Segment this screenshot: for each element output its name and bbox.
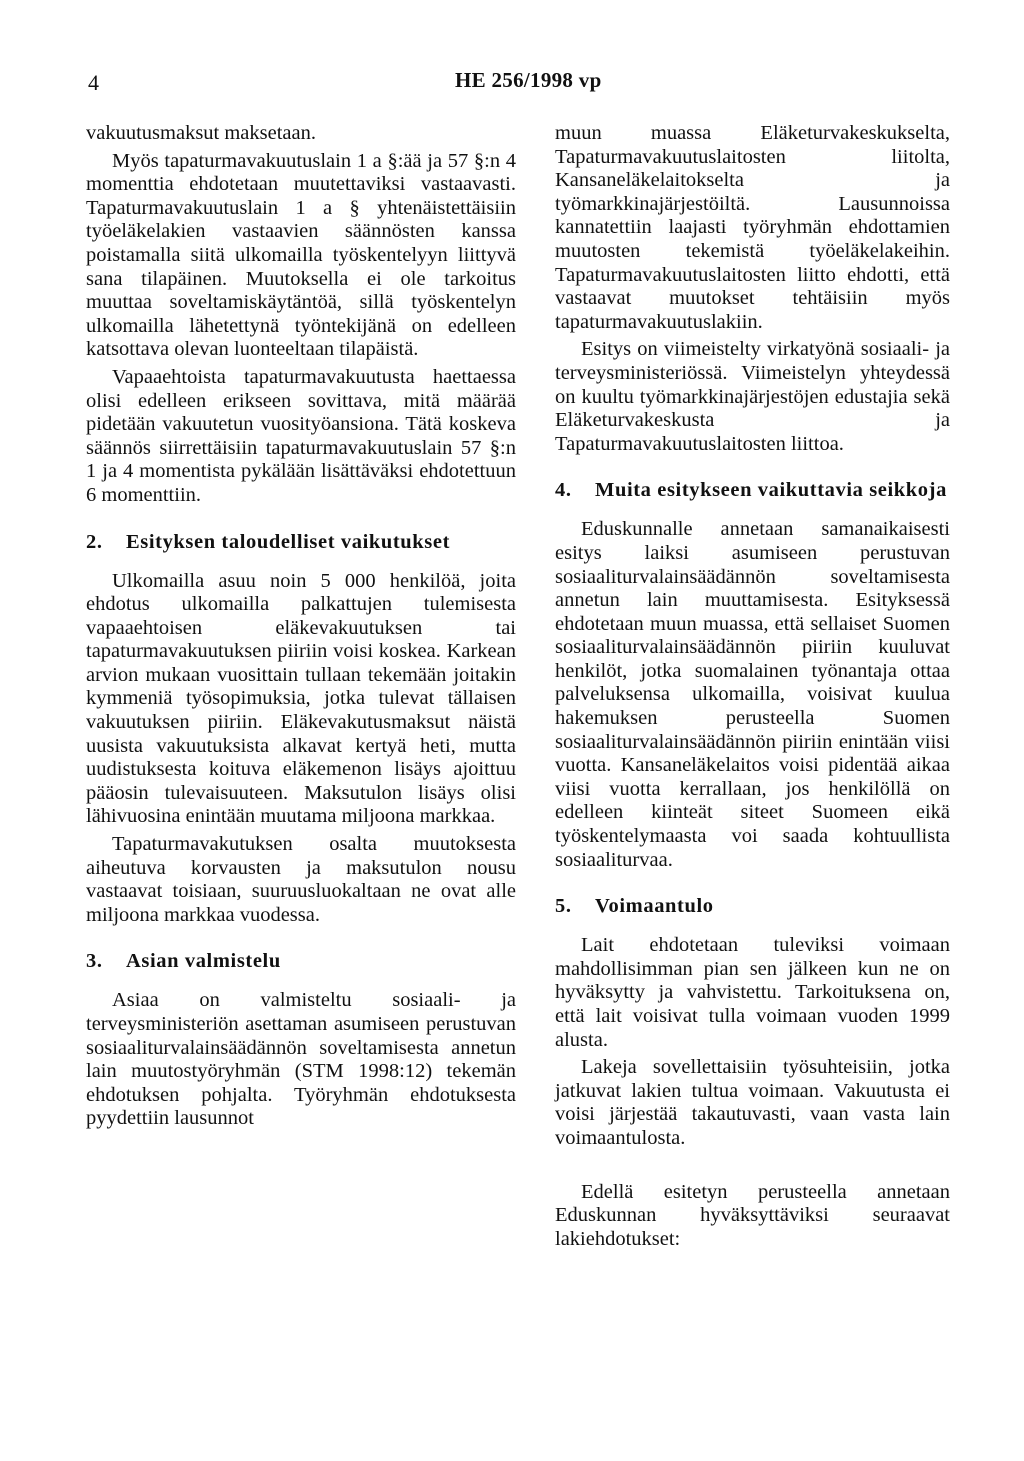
closing-paragraph: Edellä esitetyn perusteella annetaan Eduskunnan hyväksyttäviksi seuraavat lakiehdotukset: [555,1180,950,1250]
paragraph: Tapaturmavakutuksen osalta muutoksesta aiheutuva korvausten ja maksutulon nousu vastaavat toisiaan, suuruusluokaltaan ne ovat alle miljoona markkaa vuodessa. [86,833,516,926]
paragraph: vakuutusmaksut maksetaan. [86,122,317,144]
section-heading-3 [86,949,516,973]
section-heading-2 [86,530,516,554]
section-number: 4. [555,479,572,502]
paragraph: Asiaa on valmisteltu sosiaali- ja terveysministeriön asettaman asumiseen perustuvan sosiaaliturvalainsäädännön soveltamisesta annetun lain muutostyöryhmän (STM 1998:12) tekemän ehdotuksen pohjalta. Työryhmän ehdotuksesta pyydettiin lausunnot [86,989,516,1130]
paragraph: Vapaaehtoista tapaturmavakuutusta haettaessa olisi edelleen erikseen sovittava, mitä määrää pidetään vakuutetun vuosityöansiona. Tätä koskeva säännös siirrettäisiin tapaturmavakuutuslain 57 §:n 1 ja 4 momentista pykälään lisättäväksi ehdotettuun 6 momenttiin. [86,365,516,506]
paragraph: Lakeja sovellettaisiin työsuhteisiin, jotka jatkuvat lakien tultua voimaan. Vakuutusta ei voisi järjestää takautuvasti, vaan vasta lain voimaantulosta. [555,1056,950,1149]
section-title: Voimaantulo [595,895,714,918]
right-column [555,122,950,1261]
page-number: 4 [88,70,99,95]
section-heading-4 [555,478,950,502]
section-number: 2. [86,530,103,553]
paragraph: Myös tapaturmavakuutuslain 1 a §:ää ja 57 §:n 4 momenttia ehdotetaan muutettaviksi vastaavasti. Tapaturmavakuutuslain 1 a § yhtenäistettäisiin työeläkelakien vastaavien säännösten kanssa poistamalla siitä ulkomailla työskentelyyn liittyvä sana tilapäinen. Muutoksella ei ole tarkoitus muuttaa soveltamiskäytäntöä, sillä työskentelyn ulkomailla lähetettynä työntekijänä on edelleen katsottava olevan luonteeltaan tilapäistä. [86,149,516,361]
section-title: Muita esitykseen vaikuttavia seikkoja [595,479,947,502]
section-number: 5. [555,895,572,918]
section-number: 3. [86,950,103,973]
left-column [86,122,516,1141]
paragraph: Lait ehdotetaan tuleviksi voimaan mahdollisimman pian sen jälkeen kun ne on hyväksytty ja vahvistettu. Tarkoituksena on, että lait voisivat tulla voimaan vuoden 1999 alusta. [555,934,950,1051]
paragraph: Ulkomailla asuu noin 5 000 henkilöä, joita ehdotus ulkomailla palkattujen tulemisesta vapaaehtoisen eläkevakuutuksen tai tapaturmavakuutuksen piiriin voisi koskea. Karkean arvion mukaan vuosittain tullaan tekemään joitakin kymmeniä työsopimuksia, jotka tulevat tällaisen vakuutuksen piiriin. Eläkevakutusmaksut näistä uusista vakuutuksista alkavat kertyä heti, mutta uudistuksesta koituva eläkemenon lisäys ajoittuu pääosin tulevaisuuteen. Maksutulon lisäys olisi lähivuosina enintään muutama miljoona markkaa. [86,569,516,828]
section-title: Esityksen taloudelliset vaikutukset [126,530,450,553]
paragraph: Esitys on viimeistelty virkatyönä sosiaali- ja terveysministeriössä. Viimeistelyn yhteydessä on kuultu työmarkkinajärjestöjen edustajia sekä Eläketurvakeskusta ja Tapaturmavakuutuslaitosten liittoa. [555,338,950,455]
section-title: Asian valmistelu [126,950,281,973]
paragraph: Eduskunnalle annetaan samanaikaisesti esitys laiksi asumiseen perustuvan sosiaaliturvalainsäädännön soveltamisesta annetun lain muuttamisesta. Esityksessä ehdotetaan muun muassa, että sellaiset Suomen sosiaaliturvalainsäädännön piiriin kuuluvat henkilöt, jotka suomalainen työnantaja ottaa palveluksensa ulkomailla, voisivat kuulua hakemuksen perusteella Suomen sosiaaliturvalainsäädännön piiriin enintään viisi vuotta. Kansaneläkelaitos voisi pidentää aikaa viisi vuotta kerrallaan, jos henkilöllä on edelleen kiinteät siteet Suomeen eikä työskentelymaasta voi saada kohtuullista sosiaaliturvaa. [555,518,950,871]
spacer [555,1161,950,1181]
paragraph: muun muassa Eläketurvakeskukselta, Tapaturmavakuutuslaitosten liitolta, Kansaneläkelaitokselta ja työmarkkinajärjestöiltä. Lausunnoissa kannatettiin laajasti työryhmän ehdottamien muutosten tekemistä työeläkelakeihin. Tapaturmavakuutuslaitosten liitto ehdotti, että vastaavat muutokset tehtäisiin myös tapaturmavakuutuslakiin. [555,122,950,333]
document-id: HE 256/1998 vp [455,68,602,92]
section-heading-5 [555,894,950,918]
